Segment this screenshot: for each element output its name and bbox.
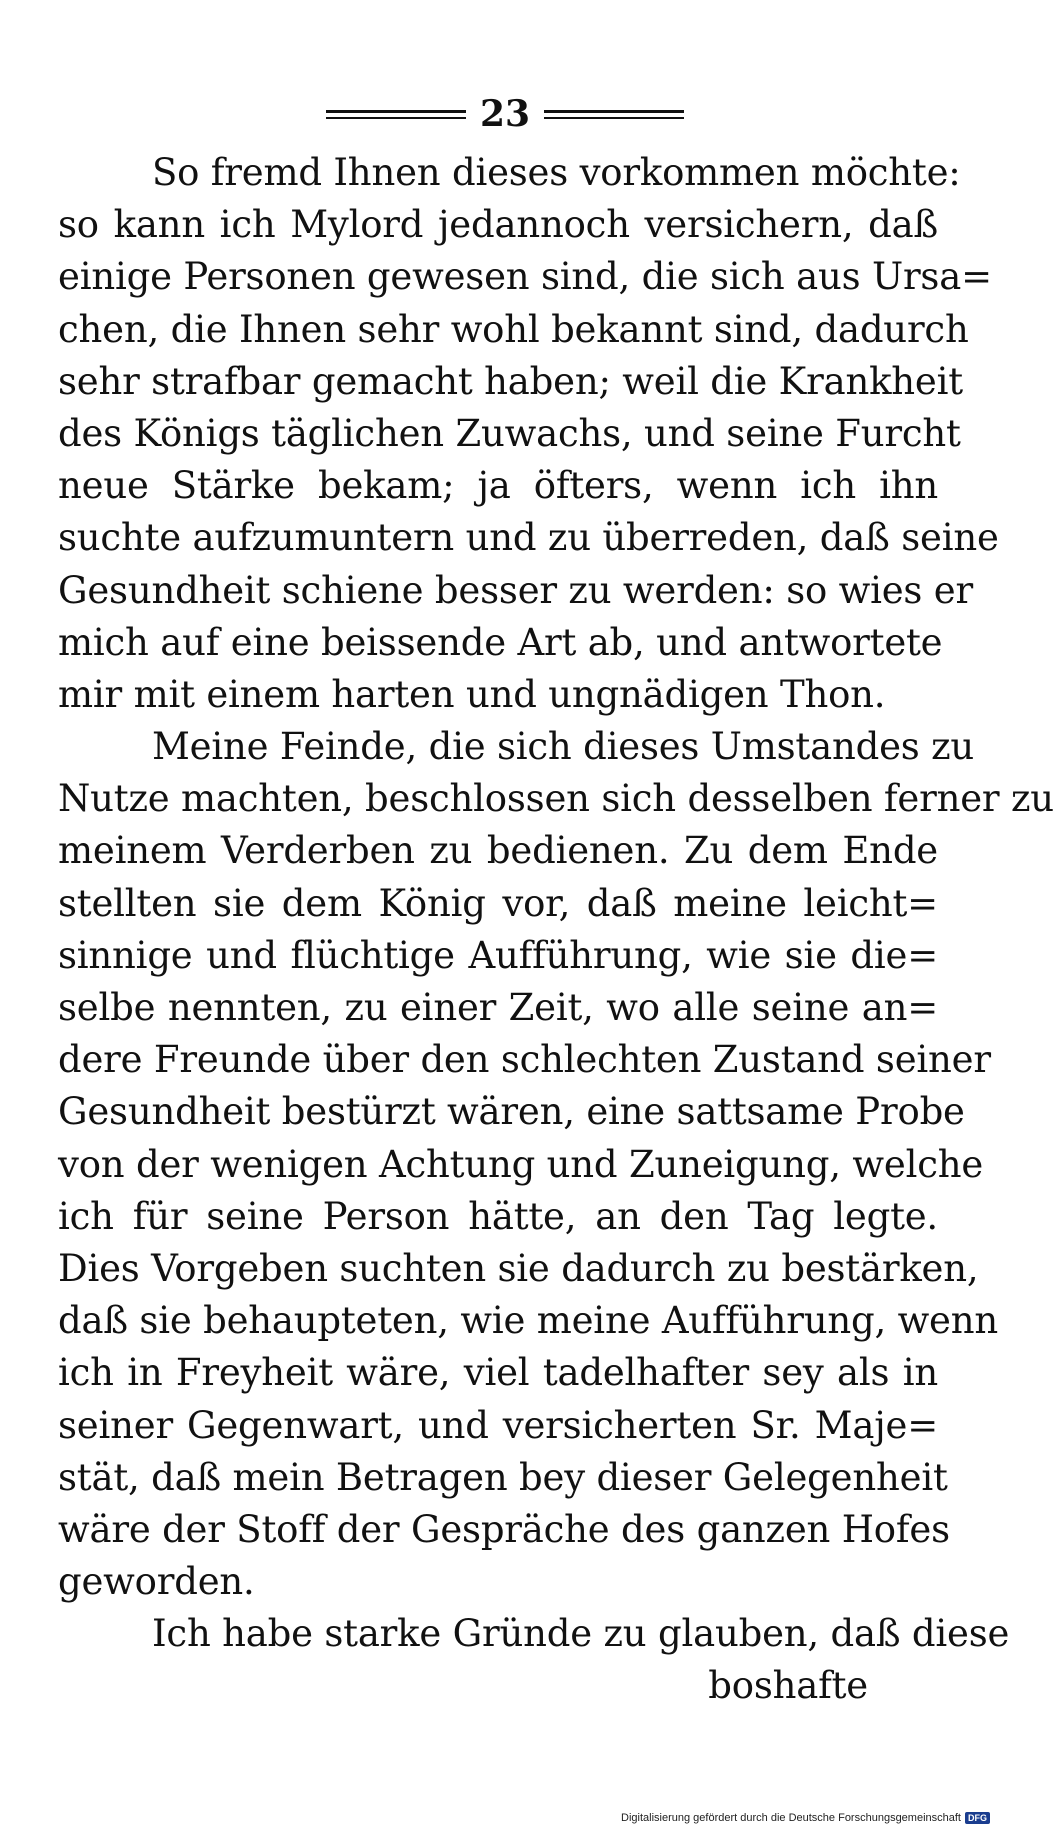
text-line: dere Freunde über den schlechten Zustand seiner [58,1038,991,1082]
text-line: daß sie behaupteten, wie meine Aufführung, wenn [58,1299,999,1343]
body-text [58,147,1054,1713]
text-line: seiner Gegenwart, und versicherten Sr. Maje= [58,1403,938,1447]
digitization-credit: Digitalisierung gefördert durch die Deutsche Forschungsgemeinschaft [621,1812,961,1824]
text-line: Meine Feinde, die sich dieses Umstandes zu [152,725,975,769]
text-line: sinnige und flüchtige Aufführung, wie sie die= [58,933,938,977]
dfg-logo: DFG [965,1812,990,1824]
text-line: mich auf eine beissende Art ab, und antwortete [58,620,943,664]
text-line: chen, die Ihnen sehr wohl bekannt sind, dadurch [58,307,969,351]
text-line: ich für seine Person hätte, an den Tag legte. [58,1194,938,1238]
text-line: einige Personen gewesen sind, die sich aus Ursa= [58,255,992,299]
text-line: neue Stärke bekam; ja öfters, wenn ich ihn [58,464,938,508]
text-line: Gesundheit bestürzt wären, eine sattsame Probe [58,1090,965,1134]
text-line: suchte aufzumuntern und zu überreden, daß seine [58,516,999,560]
text-line: Gesundheit schiene besser zu werden: so wies er [58,568,973,612]
text-line: Ich habe starke Gründe zu glauben, daß diese [152,1612,1010,1656]
page-number: 23 [479,93,531,135]
text-line: stellten sie dem König vor, daß meine leicht= [58,881,938,925]
text-line: sehr strafbar gemacht haben; weil die Krankheit [58,359,963,403]
text-line: meinem Verderben zu bedienen. Zu dem Ende [58,829,938,873]
digitization-footer [621,1812,990,1824]
right-header-rule [544,110,684,119]
text-line: ich in Freyheit wäre, viel tadelhafter sey als in [58,1351,938,1395]
text-line: des Königs täglichen Zuwachs, und seine Furcht [58,411,961,455]
text-line: stät, daß mein Betragen bey dieser Gelegenheit [58,1455,948,1499]
text-line: wäre der Stoff der Gespräche des ganzen Hofes [58,1507,950,1551]
text-line: von der wenigen Achtung und Zuneigung, welche [58,1142,984,1186]
text-line: Dies Vorgeben suchten sie dadurch zu bestärken, [58,1246,979,1290]
text-line: So fremd Ihnen dieses vorkommen möchte: [152,151,961,194]
text-line: mir mit einem harten und ungnädigen Thon. [58,672,886,716]
text-line: so kann ich Mylord jedannoch versichern, daß [58,203,938,247]
page-header [330,94,680,134]
text-line: selbe nennten, zu einer Zeit, wo alle seine an= [58,986,938,1029]
text-line: Nutze machten, beschlossen sich desselben ferner zu [58,777,1054,821]
left-header-rule [326,110,466,119]
catchword: boshafte [708,1664,868,1708]
text-line: geworden. [58,1560,255,1604]
